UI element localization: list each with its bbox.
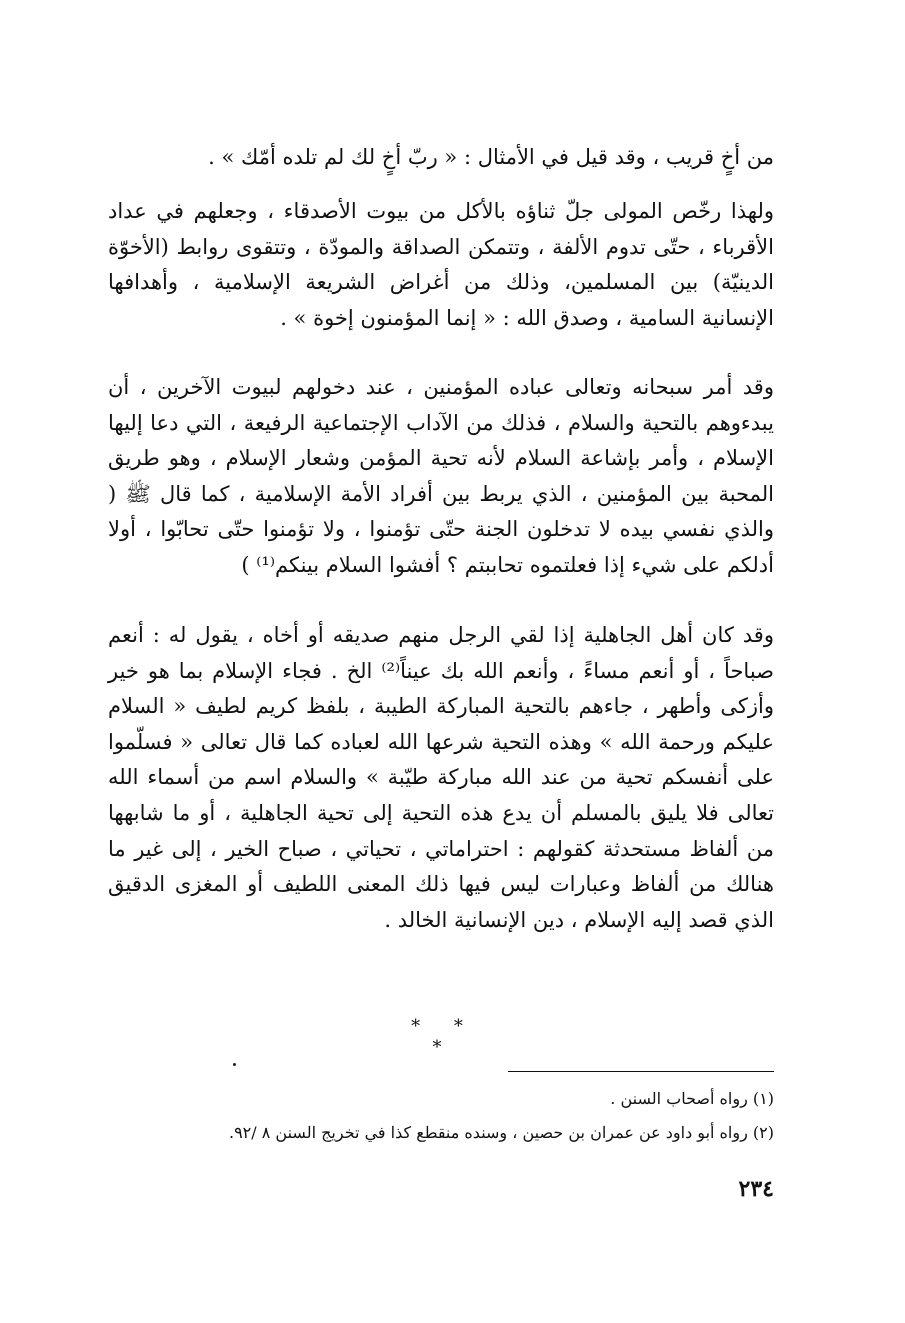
paragraph-2 — [108, 194, 774, 336]
paragraph-1 — [108, 140, 774, 176]
paragraph-text: وقد كان أهل الجاهلية إذا لقي الرجل منهم صديقه أو أخاه ، يقول له : أنعم صباحاً ، أو أنعم مساءً ، وأنعم الله بك عيناً⁽²⁾ الخ . فجاء الإسلام بما هو خير وأزكى وأطهر ، جاءهم بالتحية المباركة الطيبة ، بلفظ كريم لطيف « السلام عليكم ورحمة الله » وهذه التحية شرعها الله لعباده كما قال تعالى « فسلّموا على أنفسكم تحية من عند الله مباركة طيّبة » والسلام اسم من أسماء الله تعالى فلا يليق بالمسلم أن يدع هذه التحية إلى تحية الجاهلية ، أو ما شابهها من ألفاظ مستحدثة كقولهم : احتراماتي ، تحياتي ، صباح الخير ، إلى غير ما هنالك من ألفاظ وعبارات ليس فيها ذلك المعنى اللطيف أو المغزى الدقيق الذي قصد إليه الإسلام ، دين الإنسانية الخالد . — [108, 623, 774, 932]
paragraph-3 — [108, 370, 774, 584]
footnotes — [108, 1082, 774, 1150]
footnote-rule — [508, 1071, 774, 1072]
paragraph-4 — [108, 618, 774, 938]
section-separator: * * * — [411, 1016, 477, 1058]
paragraph-text: ولهذا رخّص المولى جلّ ثناؤه بالأكل من بيوت الأصدقاء ، وجعلهم في عداد الأقرباء ، حتّى تدوم الألفة ، وتتمكن الصداقة والمودّة ، وتتقوى روابط (الأخوّة الدينيّة) بين المسلمين، وذلك من أغراض الشريعة الإسلامية ، وأهدافها الإنسانية السامية ، وصدق الله : « إنما المؤمنون إخوة » . — [108, 199, 774, 330]
print-speck — [233, 1063, 236, 1066]
footnote-2: (٢) رواه أبو داود عن عمران بن حصين ، وسنده منقطع كذا في تخريج السنن ٨ /٩٢. — [228, 1123, 774, 1142]
page-number: ٢٣٤ — [738, 1176, 774, 1202]
paragraph-text: من أخٍ قريب ، وقد قيل في الأمثال : « ربّ أخٍ لك لم تلده أمّك » . — [208, 145, 774, 169]
paragraph-text: وقد أمر سبحانه وتعالى عباده المؤمنين ، عند دخولهم لبيوت الآخرين ، أن يبدءوهم بالتحية والسلام ، فذلك من الآداب الإجتماعية الرفيعة ، التي دعا إليها الإسلام ، وأمر بإشاعة السلام لأنه تحية المؤمن وشعار الإسلام ، وهو طريق المحبة بين المؤمنين ، الذي يربط بين أفراد الأمة الإسلامية ، كما قال ﷺ ( والذي نفسي بيده لا تدخلون الجنة حتّى تؤمنوا ، ولا تؤمنوا حتّى تحابّوا ، أولا أدلكم على شيء إذا فعلتموه تحاببتم ؟ أفشوا السلام بينكم⁽¹⁾ ) — [108, 375, 774, 577]
footnote-1: (١) رواه أصحاب السنن . — [610, 1089, 774, 1108]
